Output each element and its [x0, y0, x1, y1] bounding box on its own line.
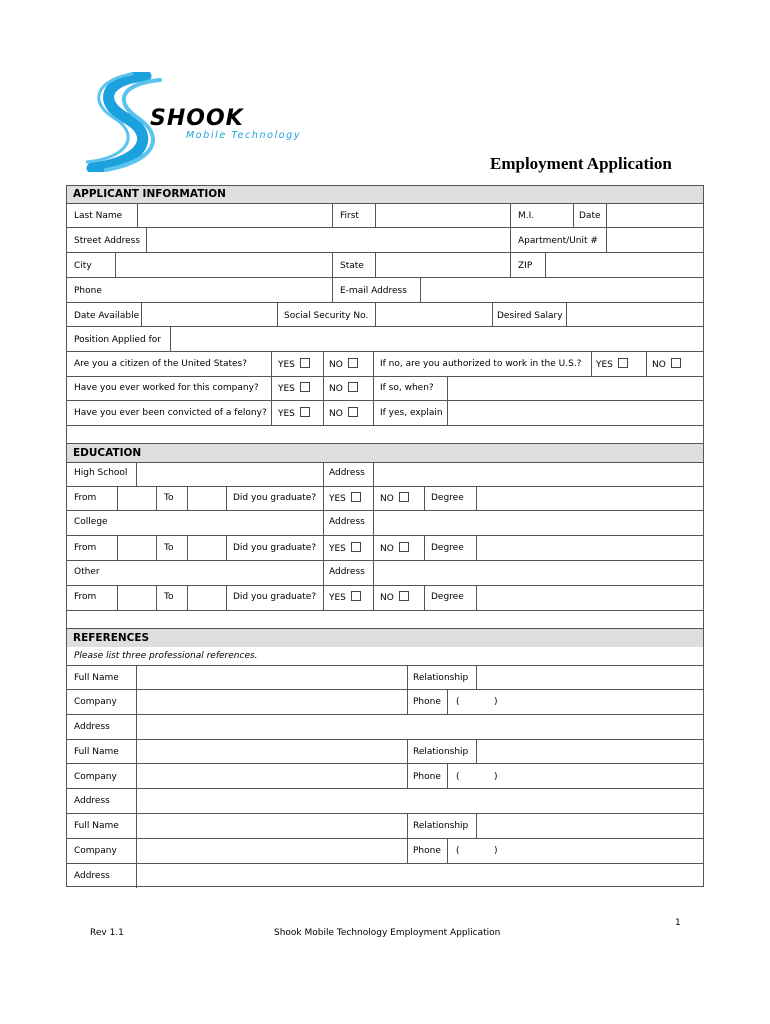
- ref3-phone-label: Phone: [413, 846, 441, 856]
- email-label: E-mail Address: [340, 286, 407, 296]
- other-label: Other: [74, 567, 100, 577]
- ref2-full-name-label: Full Name: [74, 747, 119, 757]
- city-label: City: [74, 261, 92, 271]
- first-label: First: [340, 211, 359, 221]
- worked-question: Have you ever worked for this company?: [74, 383, 259, 393]
- date-available-label: Date Available: [74, 311, 140, 321]
- college-yes[interactable]: YES: [329, 542, 361, 555]
- ref2-company-label: Company: [74, 772, 117, 782]
- checkbox-icon[interactable]: [348, 407, 358, 417]
- position-label: Position Applied for: [74, 335, 161, 345]
- high-school-label: High School: [74, 468, 128, 478]
- company-logo: [86, 72, 346, 172]
- logo-brand: SHOOK: [150, 106, 244, 131]
- footer-title: Shook Mobile Technology Employment Application: [274, 928, 501, 938]
- authorized-no[interactable]: NO: [652, 358, 681, 371]
- checkbox-icon[interactable]: [348, 358, 358, 368]
- college-address-label: Address: [329, 517, 365, 527]
- document-title: Employment Application: [490, 154, 672, 173]
- ref3-full-name-label: Full Name: [74, 821, 119, 831]
- worked-yes[interactable]: YES: [278, 382, 310, 395]
- checkbox-icon[interactable]: [399, 542, 409, 552]
- hs-graduate-label: Did you graduate?: [233, 493, 317, 503]
- last-name-label: Last Name: [74, 211, 123, 221]
- mi-label: M.I.: [518, 211, 535, 221]
- checkbox-icon[interactable]: [671, 358, 681, 368]
- ref1-relationship-label: Relationship: [413, 673, 469, 683]
- ref3-paren-close: ): [494, 846, 498, 856]
- when-question: If so, when?: [380, 383, 434, 393]
- worked-no[interactable]: NO: [329, 382, 358, 395]
- checkbox-icon[interactable]: [300, 358, 310, 368]
- section-header-references: REFERENCES: [67, 629, 703, 647]
- hs-to-label: To: [164, 493, 174, 503]
- checkbox-icon[interactable]: [300, 407, 310, 417]
- revision-label: Rev 1.1: [90, 928, 124, 938]
- ref1-full-name-label: Full Name: [74, 673, 119, 683]
- ref2-paren-close: ): [494, 772, 498, 782]
- other-degree-label: Degree: [431, 592, 464, 602]
- college-from-label: From: [74, 543, 97, 553]
- ref1-address-label: Address: [74, 722, 110, 732]
- citizen-no[interactable]: NO: [329, 358, 358, 371]
- other-yes[interactable]: YES: [329, 591, 361, 604]
- ref2-paren-open: (: [456, 772, 460, 782]
- zip-label: ZIP: [518, 261, 533, 271]
- ref1-company-label: Company: [74, 697, 117, 707]
- ssn-label: Social Security No.: [284, 311, 369, 321]
- other-graduate-label: Did you graduate?: [233, 592, 317, 602]
- hs-no[interactable]: NO: [380, 492, 409, 505]
- citizen-yes[interactable]: YES: [278, 358, 310, 371]
- state-label: State: [340, 261, 364, 271]
- checkbox-icon[interactable]: [618, 358, 628, 368]
- college-graduate-label: Did you graduate?: [233, 543, 317, 553]
- phone-label: Phone: [74, 286, 102, 296]
- college-to-label: To: [164, 543, 174, 553]
- checkbox-icon[interactable]: [399, 591, 409, 601]
- other-to-label: To: [164, 592, 174, 602]
- hs-address-label: Address: [329, 468, 365, 478]
- ref1-phone-label: Phone: [413, 697, 441, 707]
- explain-question: If yes, explain: [380, 408, 443, 418]
- ref2-address-label: Address: [74, 796, 110, 806]
- hs-from-label: From: [74, 493, 97, 503]
- checkbox-icon[interactable]: [351, 492, 361, 502]
- ref2-phone-label: Phone: [413, 772, 441, 782]
- ref3-company-label: Company: [74, 846, 117, 856]
- application-form: [66, 185, 704, 887]
- college-degree-label: Degree: [431, 543, 464, 553]
- ref3-relationship-label: Relationship: [413, 821, 469, 831]
- checkbox-icon[interactable]: [348, 382, 358, 392]
- other-from-label: From: [74, 592, 97, 602]
- ref1-paren-close: ): [494, 697, 498, 707]
- authorized-yes[interactable]: YES: [596, 358, 628, 371]
- date-label: Date: [579, 211, 601, 221]
- authorized-question: If no, are you authorized to work in the U.S.?: [380, 359, 582, 369]
- logo-tagline: Mobile Technology: [186, 130, 302, 141]
- ref2-relationship-label: Relationship: [413, 747, 469, 757]
- college-no[interactable]: NO: [380, 542, 409, 555]
- ref1-paren-open: (: [456, 697, 460, 707]
- hs-degree-label: Degree: [431, 493, 464, 503]
- hs-yes[interactable]: YES: [329, 492, 361, 505]
- section-header-applicant: APPLICANT INFORMATION: [67, 186, 703, 203]
- apartment-unit-label: Apartment/Unit #: [518, 236, 598, 246]
- checkbox-icon[interactable]: [300, 382, 310, 392]
- felony-yes[interactable]: YES: [278, 407, 310, 420]
- desired-salary-label: Desired Salary: [497, 311, 563, 321]
- college-label: College: [74, 517, 108, 527]
- checkbox-icon[interactable]: [351, 591, 361, 601]
- section-header-education: EDUCATION: [67, 444, 703, 462]
- checkbox-icon[interactable]: [351, 542, 361, 552]
- references-note: Please list three professional references.: [74, 651, 258, 661]
- felony-no[interactable]: NO: [329, 407, 358, 420]
- ref3-paren-open: (: [456, 846, 460, 856]
- street-address-label: Street Address: [74, 236, 141, 246]
- citizen-question: Are you a citizen of the United States?: [74, 359, 248, 369]
- page-number: 1: [675, 918, 681, 928]
- ref3-address-label: Address: [74, 871, 110, 881]
- checkbox-icon[interactable]: [399, 492, 409, 502]
- other-address-label: Address: [329, 567, 365, 577]
- felony-question: Have you ever been convicted of a felony?: [74, 408, 267, 418]
- other-no[interactable]: NO: [380, 591, 409, 604]
